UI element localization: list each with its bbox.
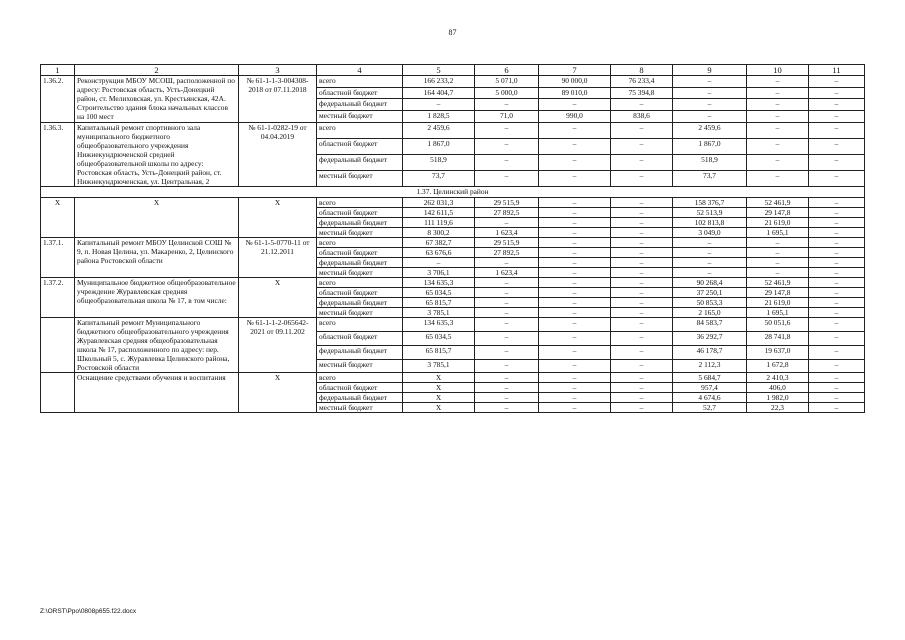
table-cell: областной бюджет bbox=[317, 247, 403, 257]
table-cell: – bbox=[539, 393, 611, 403]
table-cell: местный бюджет bbox=[317, 170, 403, 186]
table-cell: – bbox=[539, 288, 611, 298]
table-cell: – bbox=[475, 403, 539, 413]
table-cell: – bbox=[475, 138, 539, 154]
table-cell: всего bbox=[317, 318, 403, 332]
table-cell: – bbox=[673, 99, 747, 111]
table-cell: – bbox=[539, 247, 611, 257]
table-cell: 1 867,0 bbox=[403, 138, 475, 154]
table-cell: федеральный бюджет bbox=[317, 393, 403, 403]
table-cell: 4 674,6 bbox=[673, 393, 747, 403]
table-cell: 262 031,3 bbox=[403, 197, 475, 207]
table-cell: – bbox=[475, 359, 539, 373]
table-cell: – bbox=[809, 227, 865, 237]
table-cell: 1 623,4 bbox=[475, 267, 539, 277]
table-cell: Реконструкция МБОУ МСОШ, расположенной по адресу: Ростовская область, Усть-Донецкий район, ст. Мелиховская, ул. Крестьянская, 42А. Строительство здания блока начальных классов на 100 мест bbox=[75, 76, 239, 122]
table-cell: областной бюджет bbox=[317, 288, 403, 298]
table-cell: № 61-1-0282-19 от 04.04.2019 bbox=[239, 122, 317, 186]
table-cell: Капитальный ремонт спортивного зала муниципального бюджетного общеобразовательного учреждения Нижнекундрюченской средней общеобразовательной школы по адресу: Ростовская область, Усть-Донецкий район, ст. Нижнекундрюченская, ул. Центральная, 2 bbox=[75, 122, 239, 186]
column-header: 2 bbox=[75, 65, 239, 76]
table-cell: – bbox=[611, 345, 673, 359]
table-cell: – bbox=[809, 122, 865, 138]
table-cell: 142 611,5 bbox=[403, 207, 475, 217]
table-cell: всего bbox=[317, 122, 403, 138]
table-cell: – bbox=[611, 227, 673, 237]
table-cell: – bbox=[475, 277, 539, 287]
table-cell: 21 619,0 bbox=[747, 298, 809, 308]
table-cell: – bbox=[809, 257, 865, 267]
table-cell: Муниципальное бюджетное общеобразовательное учреждение Журавлевская средняя общеобразовательная школа № 17, в том числе: bbox=[75, 277, 239, 317]
table-cell: 76 233,4 bbox=[611, 76, 673, 88]
table-cell: местный бюджет bbox=[317, 359, 403, 373]
table-cell: 518,9 bbox=[673, 154, 747, 170]
table-cell: 2 459,6 bbox=[403, 122, 475, 138]
table-cell bbox=[41, 373, 75, 413]
table-cell: – bbox=[747, 122, 809, 138]
column-header: 1 bbox=[41, 65, 75, 76]
table-cell: – bbox=[809, 318, 865, 332]
table-cell: – bbox=[809, 393, 865, 403]
table-row bbox=[41, 76, 865, 88]
table-cell: областной бюджет bbox=[317, 138, 403, 154]
table-cell: – bbox=[809, 298, 865, 308]
table-cell: – bbox=[747, 170, 809, 186]
column-header: 4 bbox=[317, 65, 403, 76]
table-cell: – bbox=[475, 318, 539, 332]
table-cell: – bbox=[475, 99, 539, 111]
table-cell: – bbox=[539, 298, 611, 308]
table-cell: 52 513,9 bbox=[673, 207, 747, 217]
section-title-row bbox=[41, 186, 865, 197]
column-header: 8 bbox=[611, 65, 673, 76]
table-cell: – bbox=[611, 318, 673, 332]
table-cell: 65 034,5 bbox=[403, 288, 475, 298]
table-cell: – bbox=[809, 308, 865, 318]
table-cell: – bbox=[539, 122, 611, 138]
table-cell: 3 706,1 bbox=[403, 267, 475, 277]
table-cell: федеральный бюджет bbox=[317, 154, 403, 170]
table-cell: 50 051,6 bbox=[747, 318, 809, 332]
table-cell: – bbox=[809, 99, 865, 111]
table-cell: 2 112,3 bbox=[673, 359, 747, 373]
table-cell: областной бюджет bbox=[317, 207, 403, 217]
table-cell: – bbox=[809, 383, 865, 393]
table-cell: 29 147,8 bbox=[747, 207, 809, 217]
column-header: 11 bbox=[809, 65, 865, 76]
table-cell: 1.36.2. bbox=[41, 76, 75, 122]
table-cell: 75 394,8 bbox=[611, 87, 673, 99]
table-cell: – bbox=[747, 110, 809, 122]
table-cell: – bbox=[475, 288, 539, 298]
table-cell: – bbox=[611, 331, 673, 345]
table-cell: 406,0 bbox=[747, 383, 809, 393]
table-cell: 1.36.3. bbox=[41, 122, 75, 186]
table-cell: – bbox=[809, 331, 865, 345]
section-title: 1.37. Целинский район bbox=[41, 186, 865, 197]
table-cell: 111 119,6 bbox=[403, 217, 475, 227]
table-cell: – bbox=[539, 403, 611, 413]
table-cell: – bbox=[611, 122, 673, 138]
table-cell: – bbox=[539, 318, 611, 332]
table-cell: 164 404,7 bbox=[403, 87, 475, 99]
table-cell: – bbox=[475, 217, 539, 227]
table-cell: 5 000,0 bbox=[475, 87, 539, 99]
table-cell: – bbox=[539, 359, 611, 373]
table-cell: 63 676,6 bbox=[403, 247, 475, 257]
table-cell: 67 382,7 bbox=[403, 237, 475, 247]
table-cell: 50 853,3 bbox=[673, 298, 747, 308]
table-cell: – bbox=[539, 383, 611, 393]
table-cell: 1 867,0 bbox=[673, 138, 747, 154]
table-cell: – bbox=[475, 170, 539, 186]
table-cell: местный бюджет bbox=[317, 110, 403, 122]
table-cell: 89 010,0 bbox=[539, 87, 611, 99]
table-cell: X bbox=[403, 383, 475, 393]
table-cell: 29 515,9 bbox=[475, 197, 539, 207]
table-cell: федеральный бюджет bbox=[317, 345, 403, 359]
table-cell: – bbox=[475, 122, 539, 138]
table-cell: 990,0 bbox=[539, 110, 611, 122]
table-cell: X bbox=[75, 197, 239, 237]
table-cell: местный бюджет bbox=[317, 267, 403, 277]
table-cell: X bbox=[239, 197, 317, 237]
table-cell: 52,7 bbox=[673, 403, 747, 413]
table-cell: – bbox=[611, 99, 673, 111]
table-cell: областной бюджет bbox=[317, 87, 403, 99]
table-cell: – bbox=[611, 170, 673, 186]
table-cell: Оснащение средствами обучения и воспитания bbox=[75, 373, 239, 413]
table-cell bbox=[41, 318, 75, 373]
table-cell: № 61-1-5-0770-11 от 21.12.2011 bbox=[239, 237, 317, 277]
table-cell: № 61-1-1-2-065642-2021 от 09.11.202 bbox=[239, 318, 317, 373]
table-cell: 65 815,7 bbox=[403, 298, 475, 308]
table-cell: всего bbox=[317, 76, 403, 88]
table-cell: 158 376,7 bbox=[673, 197, 747, 207]
table-cell: – bbox=[747, 247, 809, 257]
table-cell: X bbox=[239, 277, 317, 317]
table-cell: – bbox=[611, 247, 673, 257]
table-cell: – bbox=[539, 99, 611, 111]
table-row bbox=[41, 373, 865, 383]
table-cell: 3 785,1 bbox=[403, 359, 475, 373]
column-header: 5 bbox=[403, 65, 475, 76]
table-cell: – bbox=[809, 247, 865, 257]
table-cell: – bbox=[539, 267, 611, 277]
table-cell: – bbox=[475, 345, 539, 359]
table-cell: 1.37.2. bbox=[41, 277, 75, 317]
table-cell: – bbox=[747, 257, 809, 267]
table-cell: – bbox=[611, 207, 673, 217]
table-cell: 1 672,8 bbox=[747, 359, 809, 373]
table-cell: – bbox=[475, 298, 539, 308]
table-cell: 2 165,0 bbox=[673, 308, 747, 318]
table-cell: – bbox=[747, 87, 809, 99]
table-cell: – bbox=[809, 288, 865, 298]
table-cell: 5 071,0 bbox=[475, 76, 539, 88]
file-path-footer: Z:\ORST\Ppo\0808p655.f22.docx bbox=[40, 608, 137, 615]
table-cell: – bbox=[673, 237, 747, 247]
table-cell: 102 813,8 bbox=[673, 217, 747, 227]
table-cell: – bbox=[673, 247, 747, 257]
table-cell: 90 000,0 bbox=[539, 76, 611, 88]
table-cell: № 61-1-1-3-004308-2018 от 07.11.2018 bbox=[239, 76, 317, 122]
table-cell: – bbox=[809, 207, 865, 217]
table-cell: – bbox=[539, 217, 611, 227]
table-cell: – bbox=[403, 99, 475, 111]
table-cell: – bbox=[809, 359, 865, 373]
table-cell: 1 623,4 bbox=[475, 227, 539, 237]
table-cell: – bbox=[611, 154, 673, 170]
table-cell: 52 461,9 bbox=[747, 197, 809, 207]
table-cell: – bbox=[539, 227, 611, 237]
table-cell: – bbox=[809, 277, 865, 287]
table-cell: – bbox=[403, 257, 475, 267]
table-cell: – bbox=[673, 87, 747, 99]
table-cell: 27 892,5 bbox=[475, 247, 539, 257]
table-cell: – bbox=[611, 393, 673, 403]
table-cell: – bbox=[809, 373, 865, 383]
table-cell: всего bbox=[317, 373, 403, 383]
table-cell: – bbox=[539, 154, 611, 170]
table-cell: 52 461,9 bbox=[747, 277, 809, 287]
table-cell: 5 684,7 bbox=[673, 373, 747, 383]
table-cell: 27 892,5 bbox=[475, 207, 539, 217]
table-cell: местный бюджет bbox=[317, 227, 403, 237]
table-cell: – bbox=[809, 237, 865, 247]
table-cell: – bbox=[611, 197, 673, 207]
column-header: 10 bbox=[747, 65, 809, 76]
table-cell: X bbox=[403, 373, 475, 383]
table-cell: Капитальный ремонт МБОУ Целинской СОШ № 9, п. Новая Целина, ул. Макаренко, 2, Целинского района Ростовской области bbox=[75, 237, 239, 277]
table-cell: – bbox=[673, 267, 747, 277]
table-row bbox=[41, 318, 865, 332]
table-cell: – bbox=[611, 138, 673, 154]
table-cell: 1.37.1. bbox=[41, 237, 75, 277]
table-cell: 1 695,1 bbox=[747, 227, 809, 237]
table-cell: 134 635,3 bbox=[403, 277, 475, 287]
table-cell: 71,0 bbox=[475, 110, 539, 122]
table-cell: – bbox=[539, 277, 611, 287]
table-cell: 2 410,3 bbox=[747, 373, 809, 383]
table-cell: 1 982,0 bbox=[747, 393, 809, 403]
table-cell: – bbox=[539, 345, 611, 359]
table-cell: – bbox=[539, 237, 611, 247]
table-cell: 1 695,1 bbox=[747, 308, 809, 318]
table-cell: – bbox=[475, 383, 539, 393]
table-cell: – bbox=[809, 87, 865, 99]
table-cell: 3 785,1 bbox=[403, 308, 475, 318]
table-cell: 29 515,9 bbox=[475, 237, 539, 247]
table-row bbox=[41, 122, 865, 138]
table-cell: – bbox=[539, 257, 611, 267]
table-cell: 838,6 bbox=[611, 110, 673, 122]
table-cell: – bbox=[809, 403, 865, 413]
column-header: 3 bbox=[239, 65, 317, 76]
table-cell: – bbox=[611, 267, 673, 277]
table-cell: – bbox=[747, 76, 809, 88]
table-cell: – bbox=[809, 217, 865, 227]
table-cell: всего bbox=[317, 237, 403, 247]
table-row bbox=[41, 237, 865, 247]
table-cell: – bbox=[611, 383, 673, 393]
table-cell: 37 250,1 bbox=[673, 288, 747, 298]
table-cell: местный бюджет bbox=[317, 403, 403, 413]
table-cell: 166 233,2 bbox=[403, 76, 475, 88]
table-cell: – bbox=[475, 393, 539, 403]
table-cell: 90 268,4 bbox=[673, 277, 747, 287]
table-cell: – bbox=[809, 110, 865, 122]
table-cell: – bbox=[673, 110, 747, 122]
table-cell: – bbox=[611, 403, 673, 413]
column-header: 6 bbox=[475, 65, 539, 76]
table-cell: областной бюджет bbox=[317, 383, 403, 393]
table-row bbox=[41, 277, 865, 287]
table-cell: – bbox=[747, 154, 809, 170]
table-cell: 65 034,5 bbox=[403, 331, 475, 345]
table-cell: 36 292,7 bbox=[673, 331, 747, 345]
table-cell: – bbox=[747, 237, 809, 247]
table-cell: – bbox=[673, 257, 747, 267]
table-cell: 3 049,0 bbox=[673, 227, 747, 237]
table-cell: – bbox=[539, 197, 611, 207]
table-cell: – bbox=[611, 257, 673, 267]
table-cell: 29 147,8 bbox=[747, 288, 809, 298]
table-cell: 46 178,7 bbox=[673, 345, 747, 359]
table-cell: 73,7 bbox=[403, 170, 475, 186]
column-header: 7 bbox=[539, 65, 611, 76]
table-cell: 518,9 bbox=[403, 154, 475, 170]
table-cell: X bbox=[403, 393, 475, 403]
table-cell: – bbox=[475, 257, 539, 267]
table-row bbox=[41, 197, 865, 207]
table-cell: 84 583,7 bbox=[673, 318, 747, 332]
table-cell: X bbox=[41, 197, 75, 237]
table-cell: – bbox=[809, 267, 865, 277]
table-cell: – bbox=[611, 359, 673, 373]
table-cell: – bbox=[747, 267, 809, 277]
page-number: 87 bbox=[448, 28, 457, 37]
table-cell: местный бюджет bbox=[317, 308, 403, 318]
table-cell: – bbox=[611, 298, 673, 308]
table-cell: 1 828,5 bbox=[403, 110, 475, 122]
table-cell: – bbox=[809, 154, 865, 170]
table-cell: – bbox=[809, 138, 865, 154]
table-cell: X bbox=[239, 373, 317, 413]
table-cell: – bbox=[611, 237, 673, 247]
table-cell: – bbox=[539, 373, 611, 383]
table-cell: федеральный бюджет bbox=[317, 257, 403, 267]
table-cell: 21 619,0 bbox=[747, 217, 809, 227]
table-cell: – bbox=[611, 277, 673, 287]
table-cell: 134 635,3 bbox=[403, 318, 475, 332]
table-cell: 19 637,0 bbox=[747, 345, 809, 359]
table-cell: – bbox=[611, 373, 673, 383]
table-cell: – bbox=[539, 331, 611, 345]
table-cell: X bbox=[403, 403, 475, 413]
table-cell: – bbox=[809, 197, 865, 207]
table-cell: – bbox=[611, 217, 673, 227]
table-cell: федеральный бюджет bbox=[317, 217, 403, 227]
column-header: 9 bbox=[673, 65, 747, 76]
table-cell: – bbox=[673, 76, 747, 88]
table-cell: – bbox=[539, 308, 611, 318]
table-cell: федеральный бюджет bbox=[317, 99, 403, 111]
budget-table bbox=[40, 64, 865, 413]
column-header-row bbox=[41, 65, 865, 76]
table-cell: 73,7 bbox=[673, 170, 747, 186]
table-cell: – bbox=[475, 373, 539, 383]
table-cell: всего bbox=[317, 197, 403, 207]
table-cell: – bbox=[539, 170, 611, 186]
table-cell: – bbox=[747, 99, 809, 111]
table-cell: – bbox=[475, 331, 539, 345]
table-cell: 8 300,2 bbox=[403, 227, 475, 237]
table-cell: – bbox=[809, 170, 865, 186]
table-cell: 28 741,8 bbox=[747, 331, 809, 345]
table-cell: – bbox=[611, 288, 673, 298]
table-cell: 65 815,7 bbox=[403, 345, 475, 359]
table-cell: 22,3 bbox=[747, 403, 809, 413]
table-cell: – bbox=[539, 138, 611, 154]
table-cell: – bbox=[539, 207, 611, 217]
table-cell: – bbox=[809, 345, 865, 359]
table-cell: – bbox=[475, 154, 539, 170]
table-cell: 2 459,6 bbox=[673, 122, 747, 138]
table-cell: всего bbox=[317, 277, 403, 287]
table-cell: федеральный бюджет bbox=[317, 298, 403, 308]
table-cell: 957,4 bbox=[673, 383, 747, 393]
table-cell: – bbox=[809, 76, 865, 88]
table-cell: Капитальный ремонт Муниципального бюджетного общеобразовательного учреждения Журавлевская средняя общеобразовательная школа № 17, расположенного по адресу: пер. Школьный 5, с. Журавлевка Целинского района, Ростовской области bbox=[75, 318, 239, 373]
table-cell: – bbox=[475, 308, 539, 318]
table-cell: – bbox=[611, 308, 673, 318]
table-cell: – bbox=[747, 138, 809, 154]
table-cell: областной бюджет bbox=[317, 331, 403, 345]
